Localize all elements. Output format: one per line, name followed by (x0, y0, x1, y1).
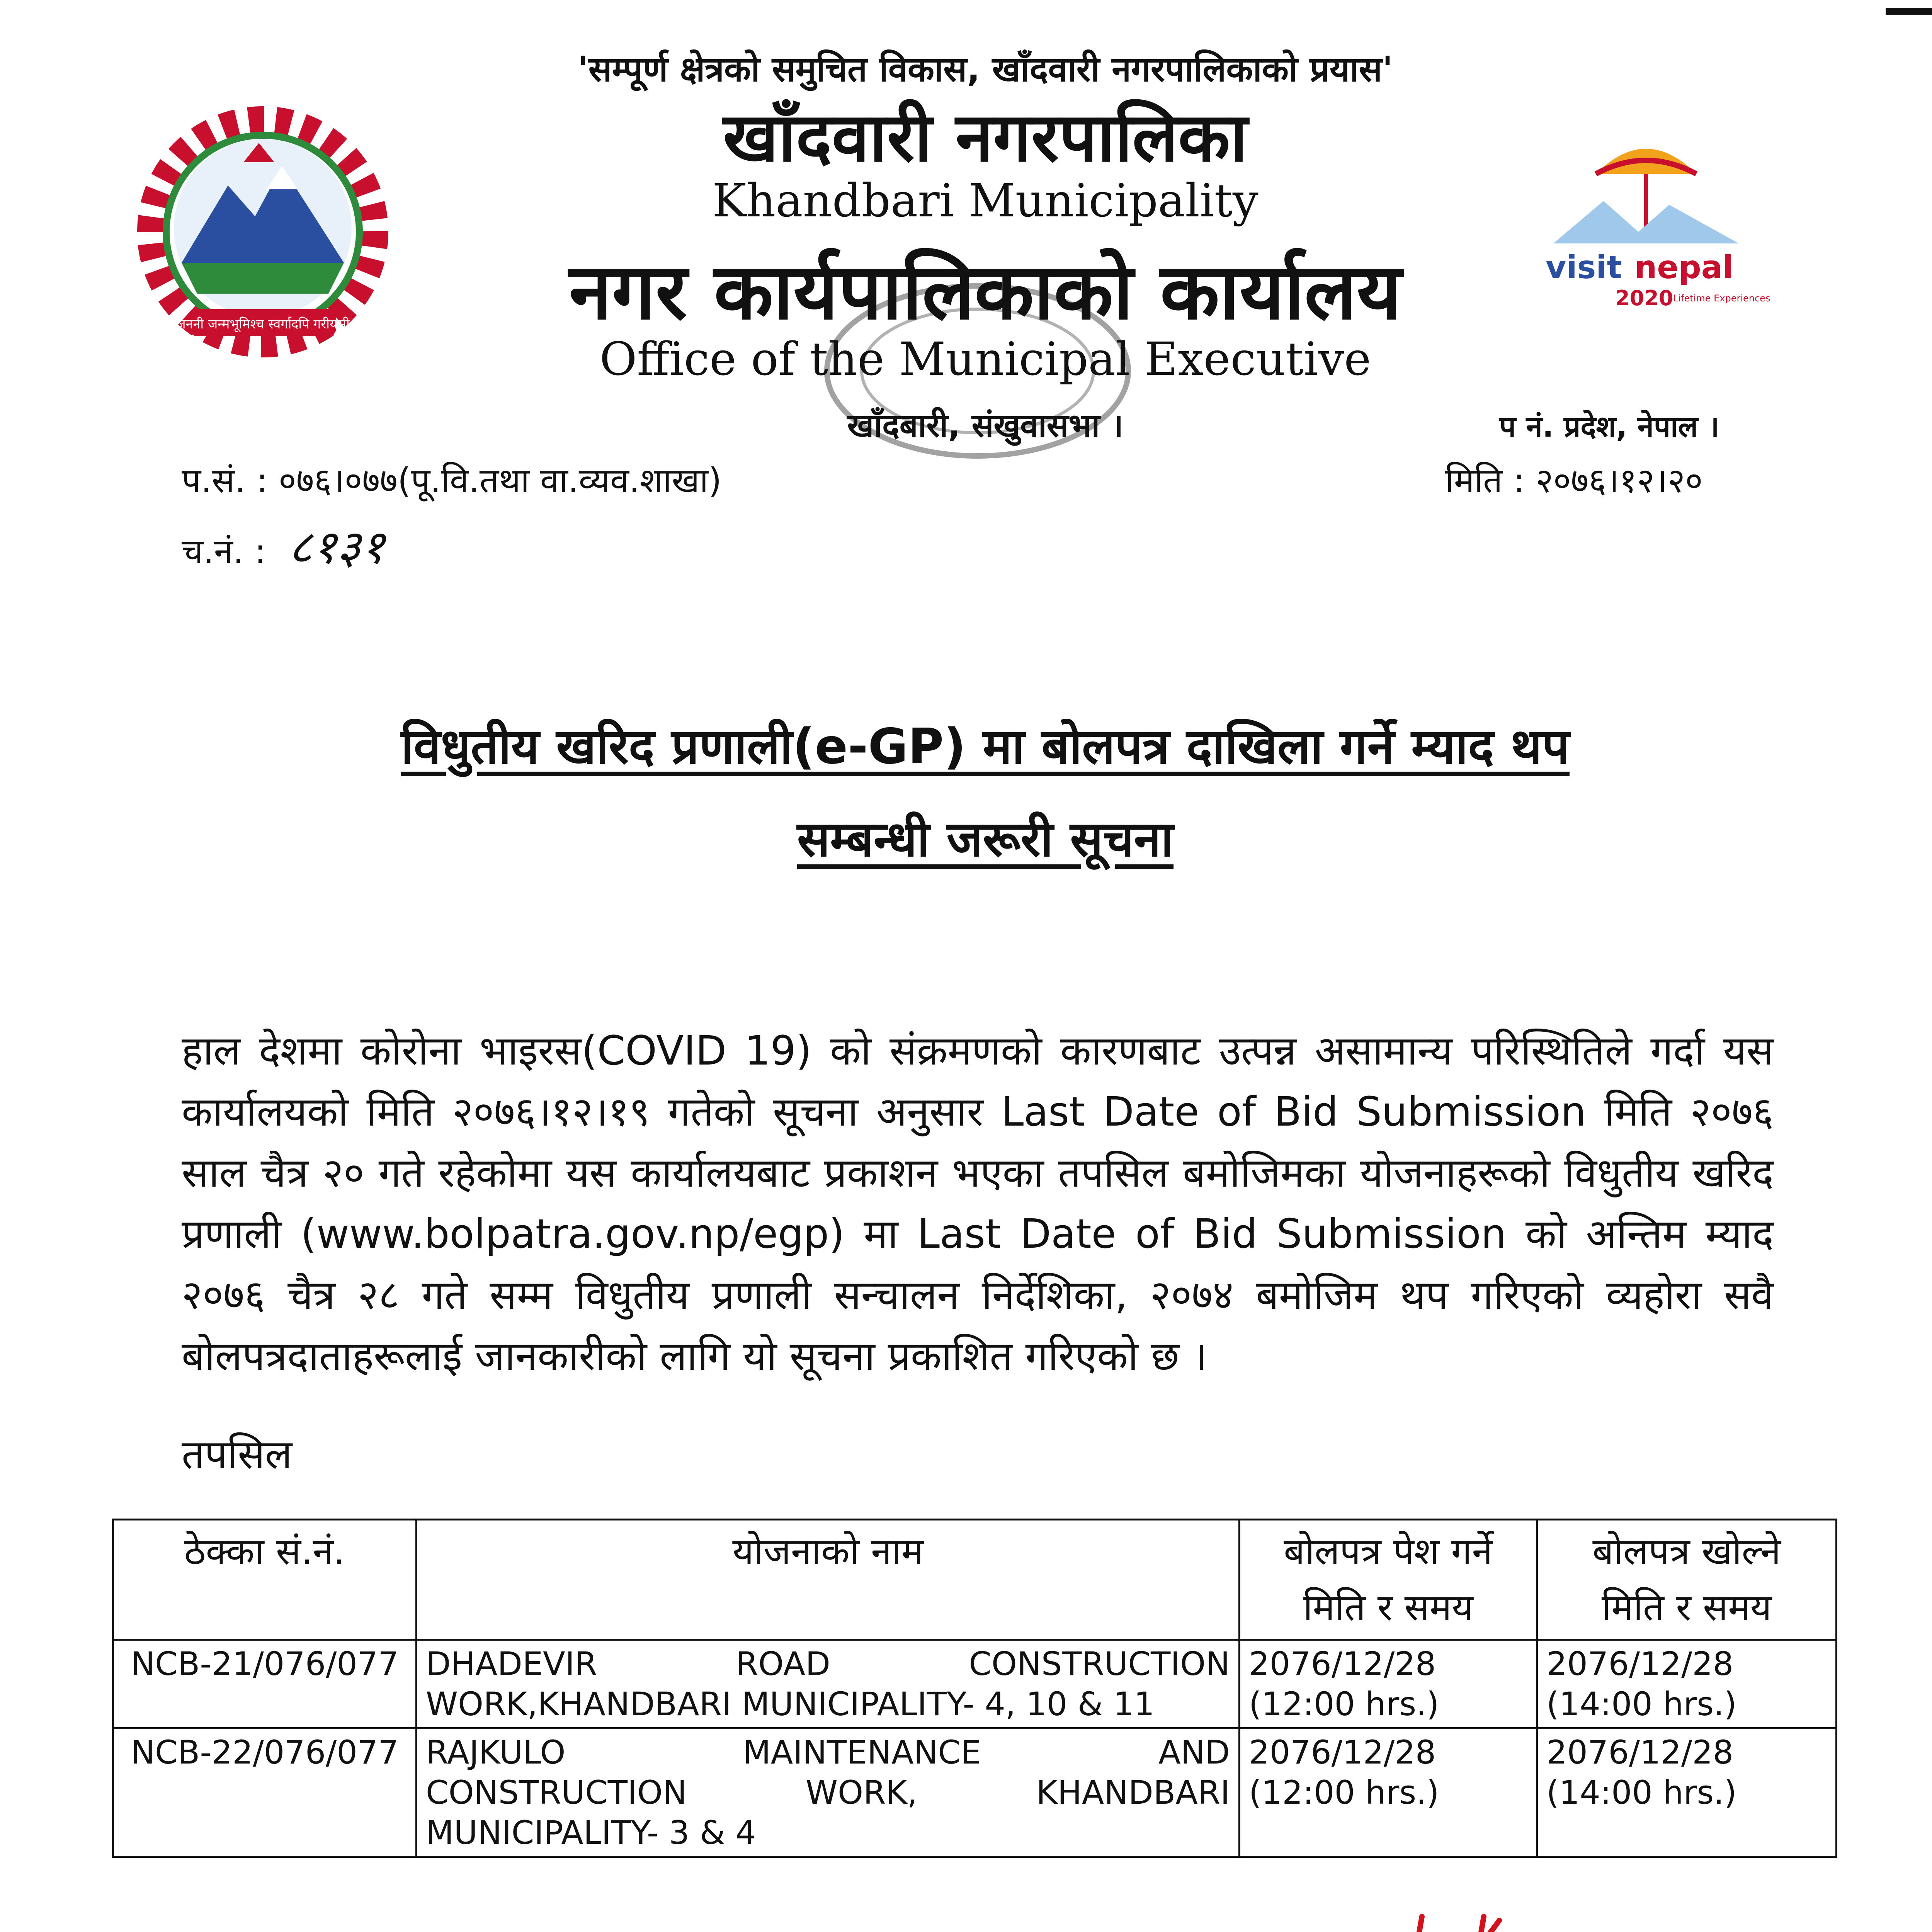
annex-label: तपसिल (182, 1431, 293, 1478)
submission-cell (1240, 1640, 1537, 1728)
header-submission-line-2: मिति र समय (1303, 1586, 1473, 1629)
contract-no-cell: NCB-22/076/077 (113, 1728, 417, 1857)
office-address: खाँदबारी, संखुवासभा । (847, 406, 1124, 444)
notice-title-line-2: सम्बन्धी जरूरी सूचना (797, 811, 1174, 867)
submission-time: (12:00 hrs.) (1249, 1774, 1439, 1811)
project-name-line: RAJKULO MAINTENANCE AND (426, 1733, 1230, 1771)
reference-number: प.सं. : ०७६।०७७(पू.वि.तथा वा.व्यव.शाखा) (182, 461, 722, 500)
submission-date: 2076/12/28 (1249, 1645, 1436, 1683)
contract-no-cell: NCB-21/076/077 (113, 1640, 417, 1728)
dispatch-value-handwritten: ८१३१ (288, 520, 385, 574)
submission-date: 2076/12/28 (1249, 1733, 1436, 1771)
header-opening (1537, 1520, 1837, 1640)
scan-corner-mark (1886, 8, 1932, 15)
dispatch-number (182, 514, 385, 577)
project-name-line: WORK,KHANDBARI MUNICIPALITY- 4, 10 & 11 (426, 1685, 1155, 1723)
header-opening-line-1: बोलपत्र खोल्ने (1592, 1530, 1781, 1573)
project-name-cell (417, 1728, 1240, 1857)
province-label: प नं. प्रदेश, नेपाल । (1499, 409, 1719, 444)
notice-body: हाल देशमा कोरोना भाइरस(COVID 19) को संक्रमणको कारणबाट उत्पन्न असामान्य परिस्थितिले गर्दा यस कार्यालयको मिति २०७६।१२।१९ गतेको सूचना अनुसार Last Date of Bid Submission मिति २०७६ साल चैत्र २० गते रहेकोमा यस कार्यालयबाट प्रकाशन भएका तपसिल बमोजिमका योजनाहरूको विधुतीय खरिद प्रणाली (www.bolpatra.gov.np/egp) मा Last Date of Bid Submission को अन्तिम म्याद २०७६ चैत्र २८ गते सम्म विधुतीय प्रणाली सन्चालन निर्देशिका, २०७४ बमोजिम थप गरिएको व्यहोरा सवै बोलपत्रदाताहरूलाई जानकारीको लागि यो सूचना प्रकाशित गरिएको छ । (182, 1027, 1774, 1379)
table-header-row (113, 1520, 1837, 1640)
header-submission (1240, 1520, 1537, 1640)
header-opening-line-2: मिति र समय (1601, 1586, 1772, 1629)
municipal-motto: 'सम्पूर्ण क्षेत्रको समुचित विकास, खाँदवारी नगरपालिकाको प्रयास' (578, 49, 1393, 90)
letter-date: मिति : २०७६।१२।२० (1445, 461, 1703, 500)
municipality-name-english: Khandbari Municipality (712, 174, 1259, 227)
year-text: 2020 (1615, 286, 1673, 310)
lifetime-text: Lifetime Experiences (1673, 293, 1770, 304)
project-name-line: MUNICIPALITY- 3 & 4 (426, 1814, 756, 1852)
table-row (113, 1640, 1837, 1728)
municipality-name-nepali: खाँदवारी नगरपालिका (723, 99, 1248, 177)
schedule-table (112, 1519, 1837, 1858)
opening-date: 2076/12/28 (1546, 1645, 1734, 1683)
header-project-name: योजनाको नाम (417, 1520, 1240, 1640)
opening-time: (14:00 hrs.) (1546, 1685, 1737, 1723)
dispatch-label: च.नं. : (182, 531, 266, 571)
opening-cell (1537, 1728, 1837, 1857)
office-name-nepali: नगर कार्यपालिकाको कार्यालय (569, 247, 1402, 337)
visit-text: visit (1546, 249, 1622, 286)
submission-time: (12:00 hrs.) (1249, 1685, 1439, 1723)
official-signature (1376, 1886, 1839, 1932)
project-name-cell (417, 1640, 1240, 1728)
notice-title-line-1: विधुतीय खरिद प्रणाली(e-GP) मा बोलपत्र दाखिला गर्ने म्याद थप (401, 718, 1570, 775)
project-name-line: DHADEVIR ROAD CONSTRUCTION (426, 1645, 1230, 1683)
opening-time: (14:00 hrs.) (1546, 1774, 1737, 1811)
office-name-english: Office of the Municipal Executive (599, 332, 1371, 386)
nepal-text: nepal (1634, 249, 1734, 286)
svg-text:जननी जन्मभूमिश्च स्वर्गादपि गर: जननी जन्मभूमिश्च स्वर्गादपि गरीयसी (176, 316, 350, 332)
project-name-line: CONSTRUCTION WORK, KHANDBARI (426, 1774, 1230, 1811)
table-row (113, 1728, 1837, 1857)
submission-cell (1240, 1728, 1537, 1857)
opening-cell (1537, 1640, 1837, 1728)
header-contract-no: ठेक्का सं.नं. (113, 1520, 417, 1640)
opening-date: 2076/12/28 (1546, 1733, 1734, 1771)
header-submission-line-1: बोलपत्र पेश गर्ने (1284, 1530, 1493, 1573)
